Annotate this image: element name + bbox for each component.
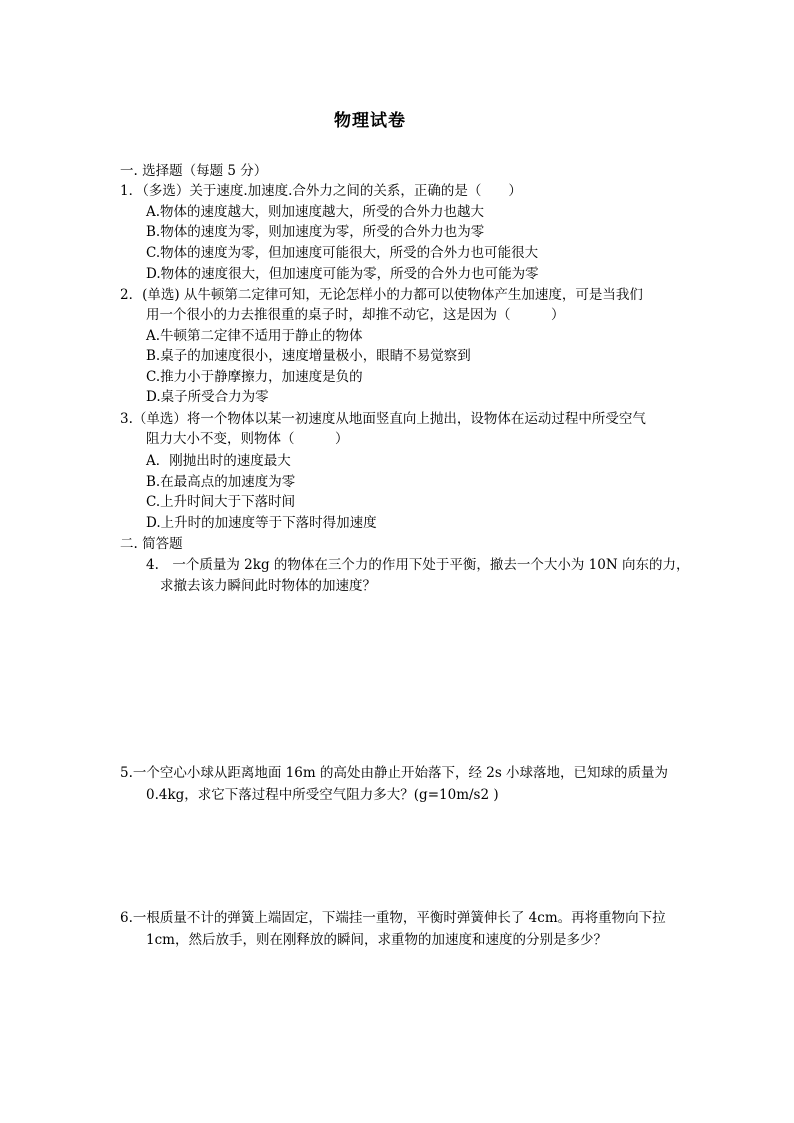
question-5-stem-cont: 0.4kg，求它下落过程中所受空气阻力多大？(g=10m/s2 ) xyxy=(146,787,499,803)
question-3-stem-cont: 阻力大小不变，则物体（ ） xyxy=(146,431,349,447)
question-6-stem: 6.一根质量不计的弹簧上端固定，下端挂一重物，平衡时弹簧伸长了 4cm。再将重物向下拉 xyxy=(120,910,666,926)
question-2-option-a: A.牛顿第二定律不适用于静止的物体 xyxy=(146,328,363,344)
section-heading-short-answer: 二. 简答题 xyxy=(120,536,183,552)
section-heading-choice: 一. 选择题（每题 5 分） xyxy=(120,163,268,179)
question-2-option-d: D.桌子所受合力为零 xyxy=(146,389,269,405)
question-3-option-a: A．刚抛出时的速度最大 xyxy=(146,453,291,469)
question-3-stem: 3.（单选）将一个物体以某一初速度从地面竖直向上抛出，设物体在运动过程中所受空气 xyxy=(120,411,646,427)
question-1-option-c: C.物体的速度为零，但加速度可能很大，所受的合外力也可能很大 xyxy=(146,245,539,261)
question-4-stem-cont: 求撤去该力瞬间此时物体的加速度？ xyxy=(160,578,376,594)
question-2-option-c: C.推力小于静摩擦力，加速度是负的 xyxy=(146,369,363,385)
question-1-stem: 1．（多选）关于速度.加速度.合外力之间的关系，正确的是（ ） xyxy=(120,183,522,199)
question-2-stem: 2．(单选) 从牛顿第二定律可知，无论怎样小的力都可以使物体产生加速度，可是当我们 xyxy=(120,287,643,303)
question-2-option-b: B.桌子的加速度很小，速度增量极小，眼睛不易觉察到 xyxy=(146,348,471,364)
page-title: 物理试卷 xyxy=(334,111,406,131)
question-4-stem: 4. 一个质量为 2kg 的物体在三个力的作用下处于平衡，撤去一个大小为 10N 向东的力， xyxy=(146,557,690,573)
question-6-stem-cont: 1cm，然后放手，则在刚释放的瞬间，求重物的加速度和速度的分别是多少？ xyxy=(146,932,607,948)
question-2-stem-cont: 用一个很小的力去推很重的桌子时，却推不动它，这是因为（ ） xyxy=(146,307,565,323)
question-3-option-b: B.在最高点的加速度为零 xyxy=(146,474,296,490)
question-5-stem: 5.一个空心小球从距离地面 16m 的高处由静止开始落下，经 2s 小球落地，已知球的质量为 xyxy=(120,765,669,781)
question-1-option-d: D.物体的速度很大，但加速度可能为零，所受的合外力也可能为零 xyxy=(146,266,539,282)
question-1-option-a: A.物体的速度越大，则加速度越大，所受的合外力也越大 xyxy=(146,204,485,220)
question-3-option-c: C.上升时间大于下落时间 xyxy=(146,494,296,510)
question-1-option-b: B.物体的速度为零，则加速度为零，所受的合外力也为零 xyxy=(146,224,485,240)
question-3-option-d: D.上升时的加速度等于下落时得加速度 xyxy=(146,515,377,531)
